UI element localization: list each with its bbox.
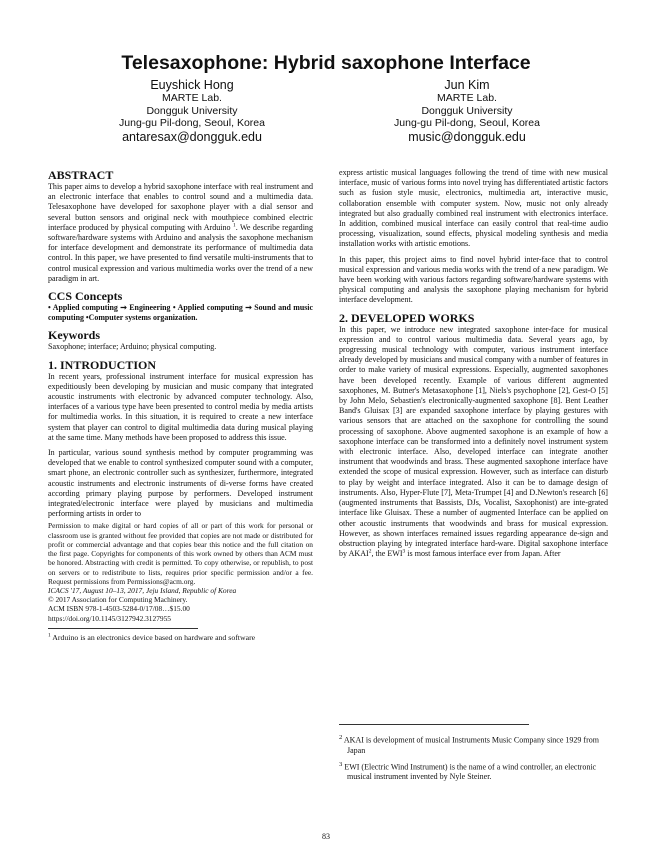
- author-email: music@dongguk.edu: [408, 129, 526, 144]
- right-para-2: In this paper, this project aims to find novel hybrid inter-face that to control musical expression and various media works with the trend of a new paradigm. We have been working with various factors regarding software/hardware systems with physical computing and analysis the saxophone playing mechanism for hybrid interface development.: [339, 254, 608, 305]
- footnote-1: $^1$ Arduino is an electronics device based on hardware and software: [48, 632, 256, 642]
- paper-title: Telesaxophone: Hybrid saxophone Interface: [121, 52, 531, 74]
- conference-info: ICACS '17, August 10–13, 2017, Jeju Island, Republic of Korea: [48, 585, 237, 595]
- author-lab: MARTE Lab.: [162, 92, 222, 104]
- author-name: Euyshick Hong: [150, 78, 234, 92]
- author-name: Jun Kim: [444, 78, 490, 92]
- author-email: antaresax@dongguk.edu: [122, 129, 262, 144]
- right-para-1: express artistic musical languages following the trend of time with new musical interface, music of various forms into novel trying has differentiated artistic factors such as fusion style music, electronics, multimedia art, interactive music, collaboration ensemble with computer system. Now, music not only already integrated but also gradually combined real instrument with electronics interface. In addition, combined musical interface can easily control that real-time audio processing, visualization, sound effects, physical modeling synthesis and media installation works with artistic emotions.: [339, 168, 608, 249]
- introduction-para-1: In recent years, professional instrument interface for musical expression has expeditiously been developing by musician and music company that integrated acoustic instruments with electronic by advanced computer technology. Also, interfaces of a various type have been presented to control media by media artists for multimedia works. In this situation, it is required to create a new interface system that player can control to digital multimedia data during musical playing at the same time. Many methods have been proposed to address this issue.: [48, 371, 313, 442]
- page-number: 83: [322, 832, 330, 841]
- author-lab: MARTE Lab.: [437, 92, 497, 104]
- introduction-para-2: In particular, various sound synthesis method by computer programming was developed that we enable to control synthesized computer sound with a computer, smart phone, an electronic controller such as synthesizer, furthermore, integrated acoustic instruments and electronic instruments of di-verse forms have created according primary playing purpose by performers. Developed instrument integrated/electronic interface were played by musicians and multimedia performing artists in order to: [48, 448, 313, 519]
- ccs-heading: CCS Concepts: [48, 289, 123, 304]
- abstract-text: This paper aims to develop a hybrid saxophone interface with real instrument and an electronic interface that enables to control sound and a multimedia data. Telesaxophone have developed for saxophone player with a dial sensor and several button sensors and original neck with mouthpiece combined electric interface produced by physical computing with Arduino $^1$. We describe regarding software/hardware systems with Arduino and analysis the saxophone mechanism for interface development and demonstrate its performance of multimedia data control. In this paper, we have presented to find versatile multi-instruments that to control musical expression and various multimedia works over the trend of a new paradigm in art.: [48, 182, 313, 283]
- acm-copyright: © 2017 Association for Computing Machinery.: [48, 595, 188, 605]
- abstract-heading: ABSTRACT: [48, 168, 114, 182]
- footnote-divider: [48, 628, 198, 629]
- author-university: Dongguk University: [421, 104, 513, 117]
- author-address: Jung-gu Pil-dong, Seoul, Korea: [394, 117, 540, 130]
- copyright-text: Permission to make digital or hard copies of all or part of this work for personal or classroom use is granted without fee provided that copies are not made or distributed for profit or commercial advantage and that copies bear this notice and the full citation on the first page. Copyrights for components of this work owned by others than ACM must be honored. Abstracting with credit is permitted. To copy otherwise, or republish, to post on servers or to redistribute to lists, requires prior specific permission and/or a fee. Request permissions from Permissions@acm.org.: [48, 521, 313, 586]
- keywords-text: Saxophone; interface; Arduino; physical computing.: [48, 342, 217, 352]
- author-university: Dongguk University: [146, 104, 238, 117]
- introduction-heading: 1. INTRODUCTION: [48, 357, 157, 372]
- ccs-text: • Applied computing ➞ Engineering • Applied computing ➞ Sound and music computing •Computer systems organization.: [48, 303, 313, 323]
- doi-link[interactable]: https://doi.org/10.1145/3127942.3127955: [48, 613, 171, 623]
- right-column: [339, 168, 608, 559]
- author-block-2: [347, 78, 587, 145]
- left-column: [48, 168, 313, 642]
- author-block-1: [72, 78, 312, 145]
- developed-works-heading: 2. DEVELOPED WORKS: [339, 310, 475, 325]
- copyright-block: [48, 521, 313, 622]
- isbn: ACM ISBN 978-1-4503-5284-0/17/08…$15.00: [48, 604, 190, 614]
- keywords-heading: Keywords: [48, 328, 100, 343]
- footnote-2: $^2$ AKAI is development of musical Instruments Music Company since 1929 from Japan: [339, 734, 599, 755]
- developed-works-text: In this paper, we introduce new integrated saxophone inter-face for musical expression and to control various multimedia data. Several years ago, by progressing musical technology with computer, various instrument interface already developed by musicians and musical company with a number of features in order to make variety of musical expressions. Especially, augmented saxophones have been developed recently. Example of various different augmented saxophones, M. Butner's Metasaxophone [1], Niels's psychophone [2], Gest-O [5] by John Melo, Sebastien's electronically-augmented saxophone [8]. Bent Leather Band's Gluisax [3] are expanded saxophone interface by playing gestures with various sensors that are attached on the saxophone for controlling the sound processing of saxophone. Above augmented saxophone is an example of how a saxophone interface can be transformed into a definitely novel instrument system with electronic interface. Also, developed interface can integrate another instrument that woodwinds and brass. These augmented saxophone interface have extended the scope of musical expression. However, such as interface can disturb to play by weight and interface integrated. Also it can be to damage design of instruments. Also, Hyper-Flute [7], Meta-Trumpet [4] and D.Newton's research [6] (augmented instruments that Bassists, DJs, Vocalist, Saxophonist) are inte-grated interface like Gluisax. These a number of augmented Interface can be applied on other acoustic instruments that woodwinds and brass for musical expression. However, as shown interfaces remained issues regarding appearance de-sign and obstruction playing by integrated interface hard-ware. Digital saxophone interface by AKAI$^2$, the EWI$^3$ is most famous interface ever from Japan. After: [339, 324, 608, 559]
- author-address: Jung-gu Pil-dong, Seoul, Korea: [119, 117, 265, 130]
- footnote-3: $^3$ EWI (Electric Wind Instrument) is the name of a wind controller, an electronic musical instrument invented by Nyle Steiner.: [339, 760, 597, 782]
- right-footnotes: [339, 724, 608, 782]
- footnote-divider: [339, 724, 529, 725]
